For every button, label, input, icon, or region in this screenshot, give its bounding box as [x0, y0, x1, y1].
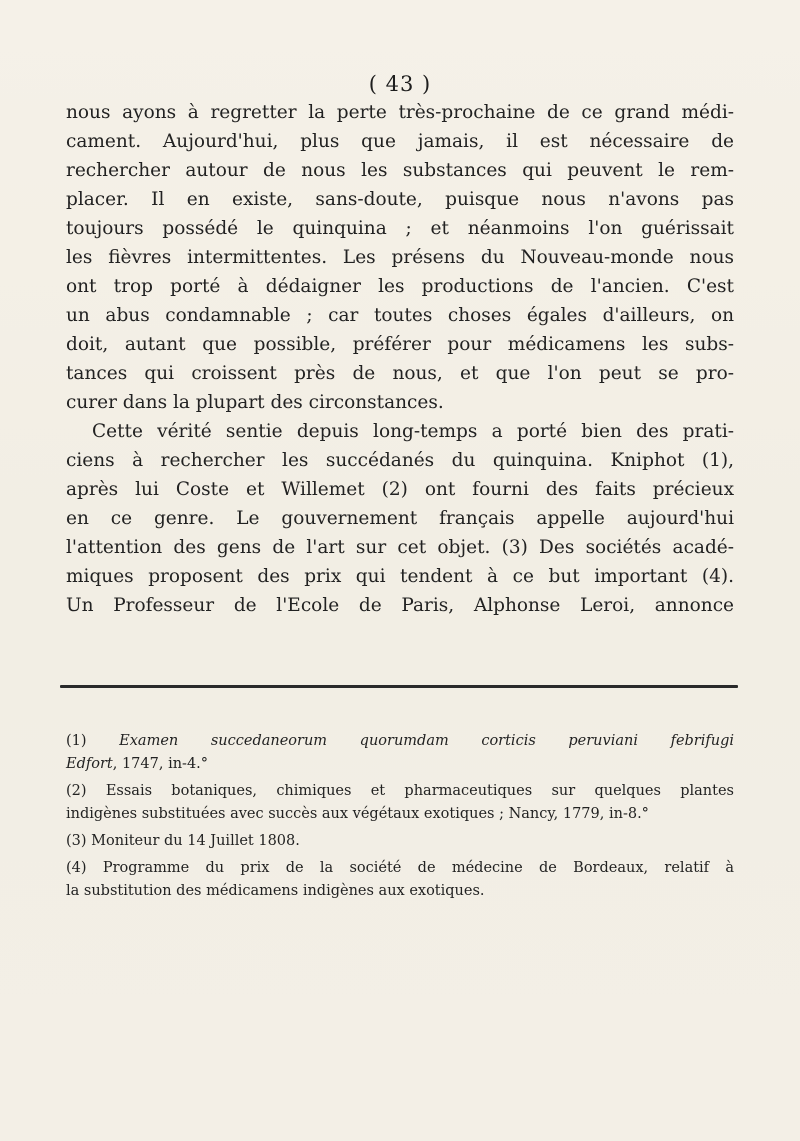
text-line: miques proposent des prix qui tendent à ce but important (4). — [66, 566, 734, 587]
footnote-1-title: Examen succedaneorum quorumdam corticis peruviani febrifugi — [119, 733, 735, 749]
text-line: Un Professeur de l'Ecole de Paris, Alphonse Leroi, annonce — [66, 595, 734, 616]
footnote-divider — [60, 685, 738, 688]
footnote-1-place: Edfort — [66, 756, 113, 772]
footnote-1-continued — [66, 753, 734, 776]
text-line: en ce genre. Le gouvernement français appelle aujourd'hui — [66, 508, 734, 529]
footnote-3: (3) Moniteur du 14 Juillet 1808. — [66, 833, 300, 849]
main-text — [66, 98, 734, 620]
text-line: rechercher autour de nous les substances qui peuvent le rem- — [66, 160, 734, 181]
text-line: les fièvres intermittentes. Les présens du Nouveau-monde nous — [66, 247, 734, 268]
text-line: cament. Aujourd'hui, plus que jamais, il est nécessaire de — [66, 131, 734, 152]
text-line: curer dans la plupart des circonstances. — [66, 392, 444, 413]
text-line: ont trop porté à dédaigner les productions de l'ancien. C'est — [66, 276, 734, 297]
footnote-2-continued: indigènes substituées avec succès aux végétaux exotiques ; Nancy, 1779, in-8.° — [66, 806, 649, 822]
text-line: nous ayons à regretter la perte très-prochaine de ce grand médi- — [66, 102, 734, 123]
text-line: ciens à rechercher les succédanés du quinquina. Kniphot (1), — [66, 450, 734, 471]
text-line: un abus condamnable ; car toutes choses égales d'ailleurs, on — [66, 305, 734, 326]
text-line: toujours possédé le quinquina ; et néanmoins l'on guérissait — [66, 218, 734, 239]
footnote-1 — [66, 730, 734, 753]
footnote-2: (2) Essais botaniques, chimiques et pharmaceutiques sur quelques plantes — [66, 783, 734, 799]
text-line: placer. Il en existe, sans-doute, puisque nous n'avons pas — [66, 189, 734, 210]
footnote-4-continued: la substitution des médicamens indigènes aux exotiques. — [66, 883, 485, 899]
text-line: Cette vérité sentie depuis long-temps a porté bien des prati- — [92, 421, 734, 442]
page-number: ( 43 ) — [368, 72, 432, 96]
text-line: tances qui croissent près de nous, et que l'on peut se pro- — [66, 363, 734, 384]
footnote-1-rest: , 1747, in-4.° — [112, 756, 209, 772]
text-line: doit, autant que possible, préférer pour médicamens les subs- — [66, 334, 734, 355]
text-line: après lui Coste et Willemet (2) ont fourni des faits précieux — [66, 479, 734, 500]
text-line: l'attention des gens de l'art sur cet objet. (3) Des sociétés acadé- — [66, 537, 734, 558]
footnotes — [66, 730, 734, 903]
footnote-4: (4) Programme du prix de la société de médecine de Bordeaux, relatif à — [66, 860, 734, 876]
footnote-1-mark: (1) — [66, 733, 87, 749]
